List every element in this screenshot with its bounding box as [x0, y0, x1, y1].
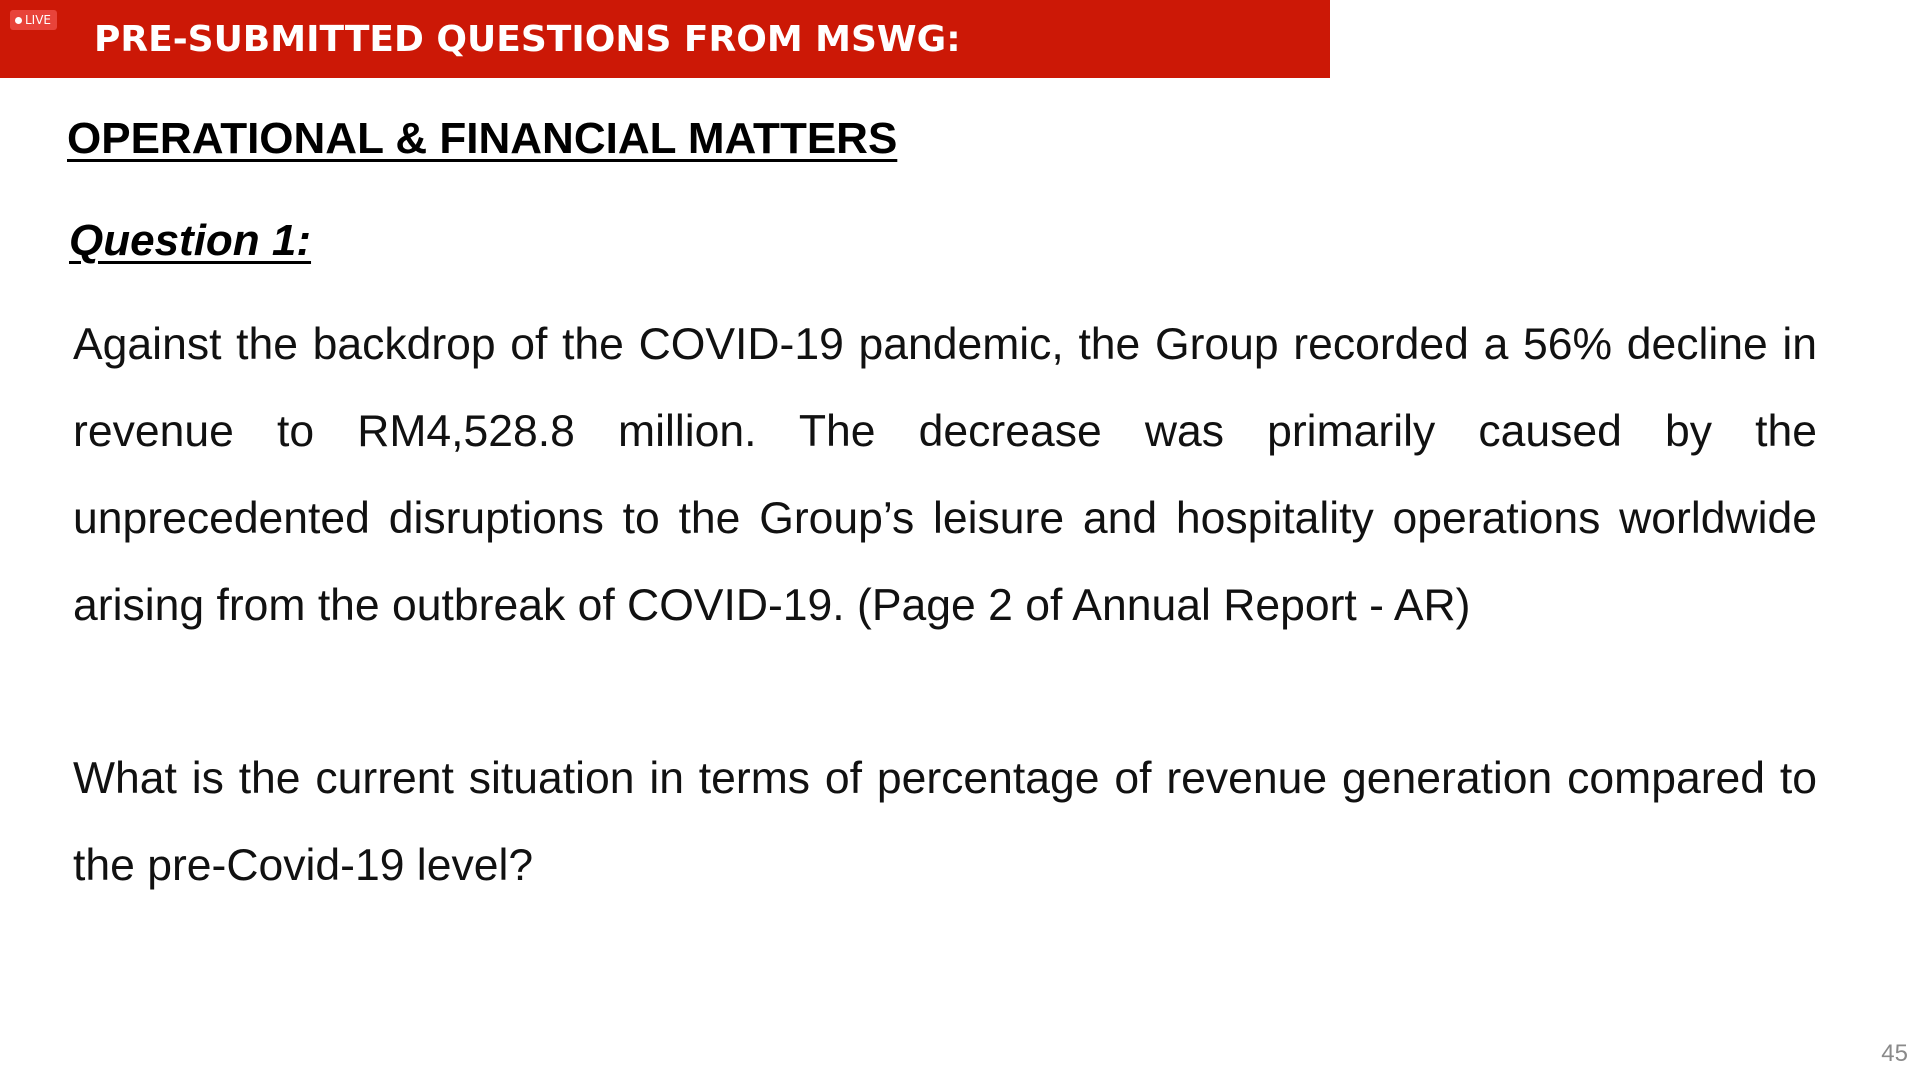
section-heading: OPERATIONAL & FINANCIAL MATTERS [67, 114, 898, 163]
slide-number: 45 [1881, 1040, 1908, 1067]
question-paragraph-ask: What is the current situation in terms of percentage of revenue generation compared to the pre-Covid-19 level? [73, 754, 1817, 890]
live-badge [10, 10, 57, 30]
question-paragraph-context: Against the backdrop of the COVID-19 pandemic, the Group recorded a 56% decline in revenue to RM4,528.8 million. The decrease was primarily caused by the unprecedented disruptions to the Group’s leisure and hospitality operations worldwide arising from the outbreak of COVID-19. (Page 2 of Annual Report - AR) [73, 320, 1817, 630]
live-dot-icon [15, 17, 22, 24]
header-bar [0, 0, 1330, 78]
question-label: Question 1: [69, 216, 312, 265]
live-badge-label: LIVE [25, 13, 52, 27]
header-title: PRE-SUBMITTED QUESTIONS FROM MSWG: [94, 19, 961, 60]
